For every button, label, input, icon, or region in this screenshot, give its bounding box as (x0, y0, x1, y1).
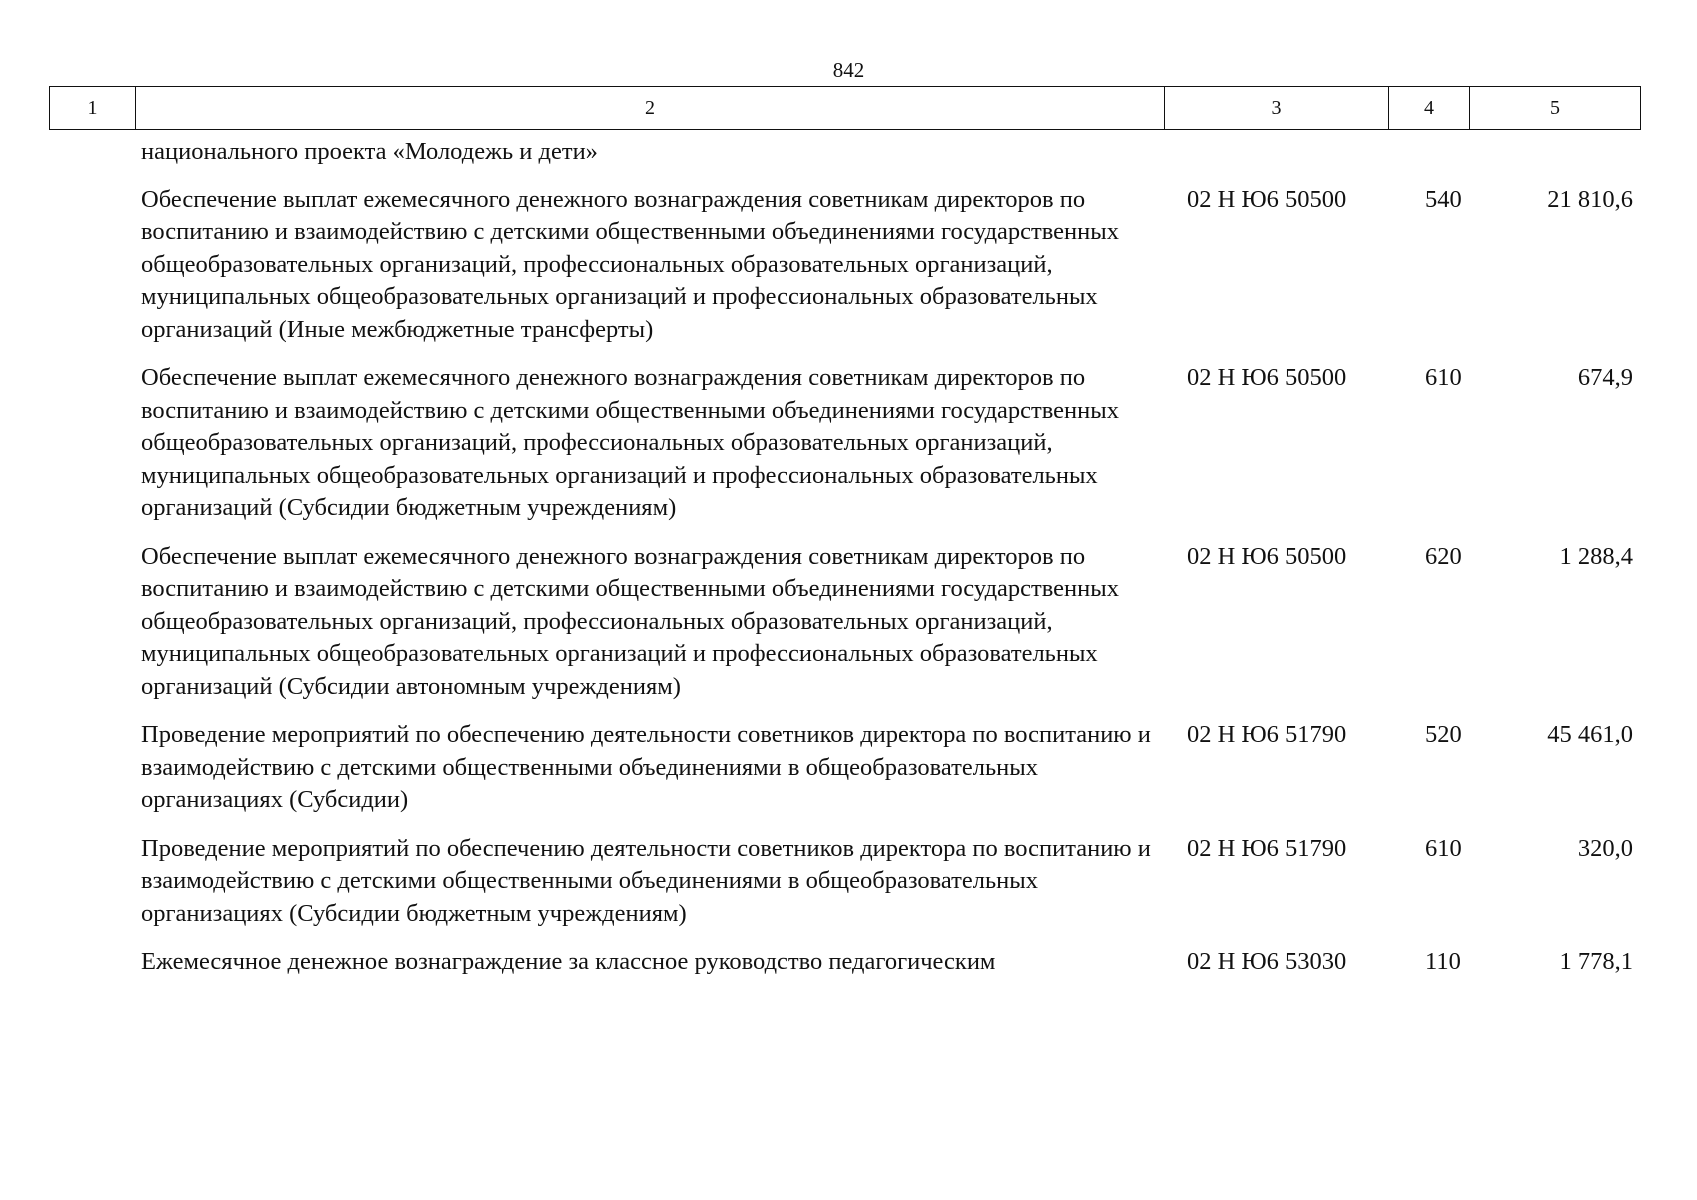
row-expense-type: 540 (1425, 185, 1462, 213)
row-code: 02 Н Ю6 50500 (1187, 185, 1347, 213)
column-header-table (49, 86, 1641, 130)
row-description: Проведение мероприятий по обеспечению деятельности советников директора по воспитанию и взаимодействию с детскими общественными объединениями в общеобразовательных организациях (Субсидии бюджетным учреждениям) (141, 834, 1151, 927)
table-row (141, 946, 1633, 979)
row-expense-type: 620 (1425, 542, 1462, 570)
row-description: Обеспечение выплат ежемесячного денежного вознаграждения советникам директоров по воспитанию и взаимодействию с детскими общественными объединениями государственных общеобразовательных организаций, профессиональных образовательных организаций, муниципальных общеобразовательных организаций и профессиональных образовательных организаций (Иные межбюджетные трансферты) (141, 185, 1119, 343)
table-row (141, 833, 1633, 931)
row-code: 02 Н Ю6 50500 (1187, 364, 1347, 391)
table-row (141, 362, 1633, 525)
row-amount: 21 810,6 (1547, 185, 1633, 213)
column-header-3: 3 (1165, 87, 1389, 129)
continuation-text: национального проекта «Молодежь и дети» (141, 138, 598, 165)
row-amount: 320,0 (1577, 834, 1633, 862)
row-code: 02 Н Ю6 50500 (1187, 542, 1347, 570)
table-row (141, 541, 1633, 704)
row-expense-type: 110 (1425, 948, 1461, 975)
row-expense-type: 610 (1425, 834, 1462, 862)
column-header-5: 5 (1550, 96, 1560, 119)
row-description: Обеспечение выплат ежемесячного денежного вознаграждения советникам директоров по воспитанию и взаимодействию с детскими общественными объединениями государственных общеобразовательных организаций, профессиональных образовательных организаций, муниципальных общеобразовательных организаций и профессиональных образовательных организаций (Субсидии автономным учреждениям) (141, 542, 1119, 700)
budget-table-body (141, 136, 1633, 995)
column-header-4: 4 (1389, 87, 1470, 129)
row-expense-type: 520 (1425, 721, 1462, 748)
row-amount: 674,9 (1577, 364, 1633, 391)
table-row (141, 184, 1633, 347)
row-description: Обеспечение выплат ежемесячного денежного вознаграждения советникам директоров по воспитанию и взаимодействию с детскими общественными объединениями государственных общеобразовательных организаций, профессиональных образовательных организаций, муниципальных общеобразовательных организаций и профессиональных образовательных организаций (Субсидии бюджетным учреждениям) (141, 364, 1119, 521)
row-code: 02 Н Ю6 53030 (1187, 948, 1347, 975)
column-header-1: 1 (50, 87, 136, 129)
table-row (141, 719, 1633, 817)
row-description: Ежемесячное денежное вознаграждение за классное руководство педагогическим (141, 948, 996, 975)
row-code: 02 Н Ю6 51790 (1187, 834, 1347, 862)
column-header-2: 2 (136, 87, 1165, 129)
row-description: Проведение мероприятий по обеспечению деятельности советников директора по воспитанию и взаимодействию с детскими общественными объединениями в общеобразовательных организациях (Субсидии) (141, 721, 1151, 813)
row-amount: 1 288,4 (1559, 542, 1633, 570)
row-amount: 45 461,0 (1547, 721, 1633, 748)
page-number: 842 (832, 58, 865, 82)
row-amount: 1 778,1 (1559, 948, 1633, 975)
row-expense-type: 610 (1425, 364, 1462, 391)
row-code: 02 Н Ю6 51790 (1187, 721, 1347, 748)
